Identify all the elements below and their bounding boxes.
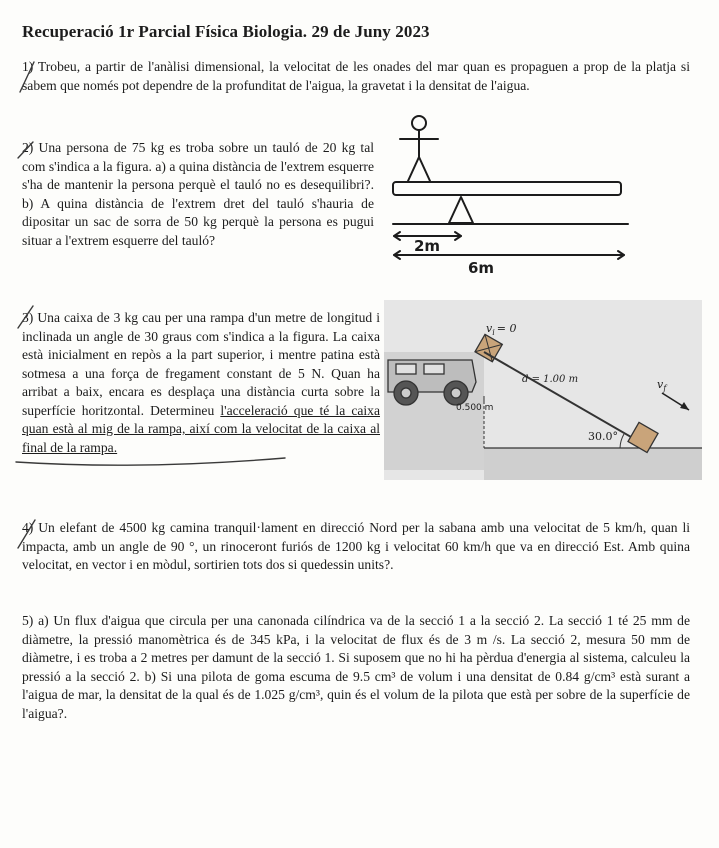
question-5: 5) a) Un flux d'aigua que circula per una canonada cilíndrica va de la secció 1 a la secció 2. La secció 1 té 25 mm de diàmetre, la pressió manomètrica és de 345 kPa, i la velocitat de flux és de 3 m /s. La secció 2, mesura 50 mm de diàmetre, i es troba a 2 metres per damunt de la secció 1. Si suposem que no hi ha pèrdua d'energia al sistema, calculeu la pressió a la secció 2. b) Si una pilota de goma escuma de 9.5 cm³ de volum i una densitat de 0.84 g/cm³ està surant a l'aigua de mar, la densitat de la qual és de 1.025 g/cm³, quin és el volum de la pilota que està per sobre de la superfície de l'aigua?. <box>22 613 690 721</box>
question-1: 1) Trobeu, a partir de l'anàlisi dimensional, la velocitat de les onades del mar quan es propaguen a prop de la platja si sabem que només pot dependre de la profunditat de l'aigua, la gravetat i la densitat de l'aigua. <box>22 59 690 93</box>
label-vf: $v_f$ <box>657 378 667 393</box>
label-distance: d = 1.00 m <box>522 374 579 385</box>
pencil-mark-q4 <box>18 520 35 548</box>
page-title: Recuperació 1r Parcial Física Biologia. 29 de Juny 2023 <box>22 22 430 41</box>
label-angle: 30.0° <box>588 430 618 443</box>
pencil-underline-q3 <box>16 458 285 465</box>
label-vi: $v_i = 0$ <box>486 322 517 337</box>
question-2: 2) Una persona de 75 kg es troba sobre un tauló de 20 kg tal com s'indica a la figura. a) a quina distància de l'extrem esquerre s'ha de mantenir la persona perquè el tauló no es desequilibri?. b) A quina distància de l'extrem dret del tauló s'hauria de dipositar un sac de sorra de 50 kg perquè la persona es pugui situar a l'extrem esquerre del tauló? <box>22 140 374 248</box>
label-height: 0.500 m <box>456 403 494 413</box>
pencil-mark-q2 <box>18 142 33 158</box>
question-4: 4) Un elefant de 4500 kg camina tranquil·lament en direcció Nord per la sabana amb una velocitat de 5 km/h, quan li impacta, amb un angle de 90 °, un rinoceront furiós de 1200 kg i velocitat 60 km/h que va en direcció Est. Amb quina velocitat, en vector i en mòdul, sortirien tots dos si quedessin units?. <box>22 520 690 572</box>
label-6m: 6m <box>468 259 495 277</box>
pencil-mark-q1 <box>20 62 34 92</box>
label-2m: 2m <box>414 237 441 255</box>
pencil-mark-q3 <box>18 306 33 328</box>
question-3-text: 3) Una caixa de 3 kg cau per una rampa d'un metre de longitud i inclinada un angle de 30 graus com s'indica a la figura. La caixa està inicialment en repòs a la part superior, i mentre patina està sotmesa a una força de fregament constant de 5 N. Quan ha arribat a baix, encara es desplaça una distància curta sobre la superfície horitzontal. Determineu <box>22 310 380 418</box>
question-3-underlined: l'acceleració que té la caixa quan està al mig de la rampa, així com la velocitat de la caixa al final de la rampa. <box>22 402 380 455</box>
